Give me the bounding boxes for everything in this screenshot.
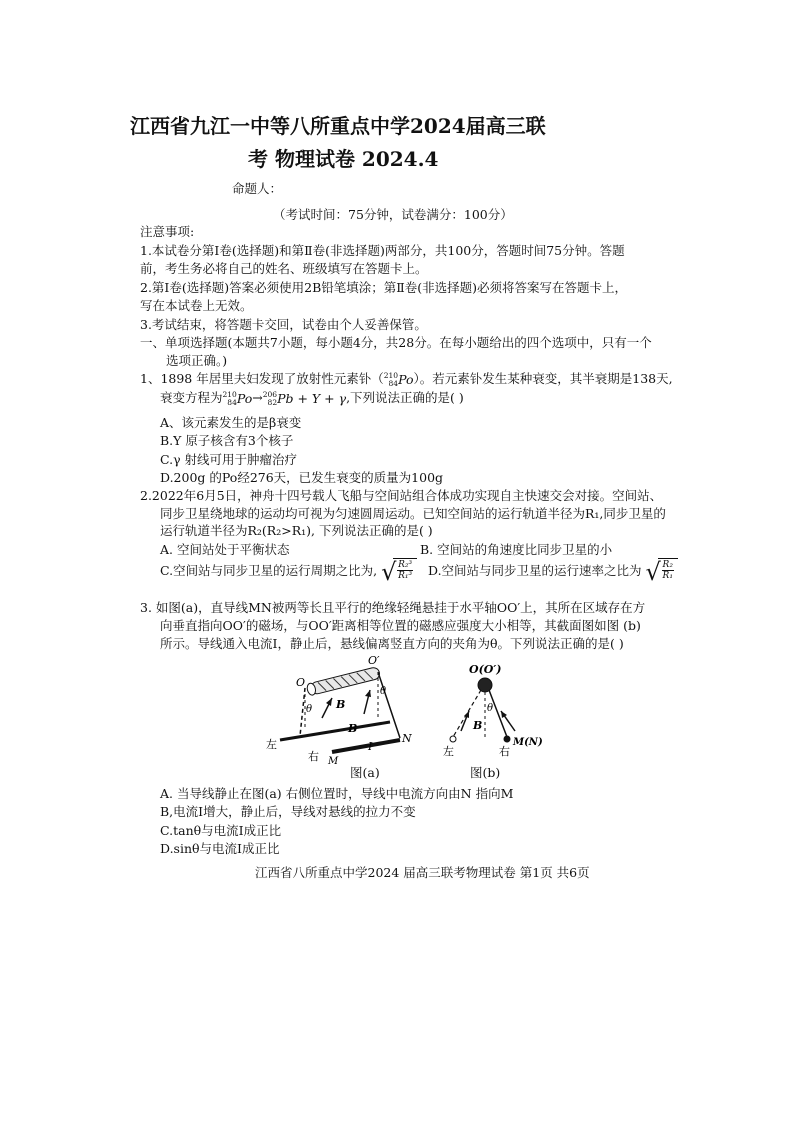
label-o: O <box>296 676 306 689</box>
caption-figure-b: 图(b) <box>470 765 501 780</box>
decay-equation-left <box>223 390 253 408</box>
label-b-upper: B <box>336 698 346 711</box>
q1-text-c: 衰变方程为 <box>160 390 223 405</box>
element-symbol: Po <box>236 390 253 406</box>
denominator: R₁ <box>662 571 673 581</box>
label-right: 右 <box>499 745 510 758</box>
decay-equation-right <box>263 390 346 408</box>
label-i: I <box>368 740 373 753</box>
q3-option-d[interactable]: D.sinθ与电流I成正比 <box>160 841 280 856</box>
arrowhead <box>326 698 332 706</box>
mass-number: 210 <box>222 390 237 400</box>
q2-option-b[interactable]: B. 空间站的角速度比同步卫星的小 <box>420 542 613 557</box>
q3-stem-line: 3. 如图(a)，直导线MN被两等长且平行的绝缘轻绳悬挂于水平轴OO′上，其所在区域存在方 <box>140 600 646 615</box>
axis-cross-section <box>478 678 492 692</box>
label-theta: θ <box>487 703 494 714</box>
label-m: M <box>328 756 339 767</box>
arrow: → <box>252 390 263 405</box>
q3-option-c[interactable]: C.tanθ与电流I成正比 <box>160 823 282 838</box>
note-line: 3.考试结束，将答题卡交回，试卷由个人妥善保管。 <box>140 317 427 332</box>
section-heading-cont: 选项正确。) <box>166 353 228 368</box>
figure-a-diagram <box>260 650 440 770</box>
sqrt-ratio-d <box>645 558 678 586</box>
polonium-symbol <box>384 371 414 389</box>
notes-heading: 注意事项: <box>140 224 195 239</box>
q1-stem-line2 <box>160 389 464 407</box>
exam-title-line2: 考 物理试卷 2024.4 <box>248 147 439 171</box>
element-symbol: Pb + Y + γ <box>277 390 347 406</box>
sqrt-ratio-c <box>381 558 417 586</box>
denominator: R₁³ <box>398 571 413 581</box>
section-heading: 一、单项选择题(本题共7小题，每小题4分，共28分。在每小题给出的四个选项中，只有一个 <box>140 335 652 350</box>
q2-option-d-text: D.空间站与同步卫星的运行速率之比为 <box>428 563 642 578</box>
note-line: 写在本试卷上无效。 <box>140 298 253 313</box>
q1-text-d: ,下列说法正确的是( ) <box>346 390 464 405</box>
q2-option-a[interactable]: A. 空间站处于平衡状态 <box>160 542 290 557</box>
arrowhead <box>501 711 507 718</box>
label-left: 左 <box>443 745 454 758</box>
label-left: 左 <box>266 738 277 751</box>
note-line: 1.本试卷分第Ⅰ卷(选择题)和第Ⅱ卷(非选择题)两部分，共100分，答题时间75分钟。答题 <box>140 243 625 258</box>
wire-position-right <box>504 736 511 743</box>
q2-option-c-text: C.空间站与同步卫星的运行周期之比为, <box>160 563 378 578</box>
atomic-number: 82 <box>267 398 278 408</box>
exam-info: （考试时间：75分钟，试卷满分：100分） <box>273 207 513 222</box>
q1-option-c[interactable]: C.γ 射线可用于肿瘤治疗 <box>160 452 298 467</box>
q1-stem-line1 <box>140 370 673 388</box>
q2-stem-line: 同步卫星绕地球的运动均可视为匀速圆周运动。已知空间站的运行轨道半径为R₁,同步卫星的 <box>160 506 666 521</box>
note-line: 2.第Ⅰ卷(选择题)答案必须使用2B铅笔填涂；第Ⅱ卷(非选择题)必须将答案写在答题卡上， <box>140 280 628 295</box>
q2-option-c[interactable] <box>160 558 417 586</box>
q2-option-d[interactable] <box>428 558 678 586</box>
q2-stem-line: 运行轨道半径为R₂(R₂>R₁), 下列说法正确的是( ) <box>160 523 433 538</box>
atomic-number: 84 <box>388 379 399 389</box>
suspension-string-left <box>300 688 305 736</box>
q1-option-b[interactable]: B.Y 原子核含有3个核子 <box>160 433 294 448</box>
label-b-lower: B <box>348 722 358 735</box>
suspension-string-right <box>378 672 400 738</box>
q3-option-a[interactable]: A. 当导线静止在图(a) 右侧位置时，导线中电流方向由N 指向M <box>160 786 514 801</box>
wire-mn <box>332 740 400 752</box>
page-footer: 江西省八所重点中学2024 届高三联考物理试卷 第1页 共6页 <box>255 865 590 880</box>
q3-stem-line: 所示。导线通入电流I，静止后，悬线偏离竖直方向的夹角为θ。下列说法正确的是( ) <box>160 636 624 651</box>
floor-rod <box>280 722 390 740</box>
element-symbol: Po <box>398 371 414 387</box>
label-theta-left: θ <box>306 704 313 715</box>
q1-option-a[interactable]: A、该元素发生的是β衰变 <box>160 415 302 430</box>
q1-text-b: ）。若元素钋发生某种衰变，其半衰期是138天, <box>413 371 673 386</box>
q1-option-d[interactable]: D.200g 的Po经276天，已发生衰变的质量为100g <box>160 470 444 485</box>
label-oo-prime: O(O′) <box>469 663 502 676</box>
numerator: R₂³ <box>398 560 413 570</box>
atomic-number: 84 <box>227 398 237 408</box>
label-right: 右 <box>308 750 319 763</box>
q3-stem-line: 向垂直指向OO′的磁场，与OO′距离相等位置的磁感应强度大小相等，其截面图如图 (b) <box>160 618 641 633</box>
q1-text-a: 1、1898 年居里夫妇发现了放射性元素钋（ <box>140 371 384 386</box>
sqrt-sign: √ <box>381 558 397 586</box>
mass-number: 206 <box>262 390 278 400</box>
figure-b-diagram <box>435 655 545 760</box>
exam-title-line1: 江西省九江一中等八所重点中学2024届高三联 <box>130 114 546 138</box>
label-b: B <box>473 719 483 732</box>
label-mn: M(N) <box>513 737 543 748</box>
author-label: 命题人： <box>232 181 283 196</box>
label-n: N <box>402 732 412 745</box>
sqrt-sign: √ <box>645 558 661 586</box>
label-o-prime: O′ <box>368 654 380 667</box>
caption-figure-a: 图(a) <box>350 765 380 780</box>
q2-stem-line: 2.2022年6月5日，神舟十四号载人飞船与空间站组合体成功实现自主快速交会对接。空间站、 <box>140 488 663 503</box>
arrowhead <box>365 690 371 697</box>
label-theta-right: θ <box>380 686 387 697</box>
wire-position-left <box>450 736 456 742</box>
mass-number: 210 <box>383 371 399 381</box>
numerator: R₂ <box>662 560 673 570</box>
note-line: 前，考生务必将自己的姓名、班级填写在答题卡上。 <box>140 261 428 276</box>
q3-option-b[interactable]: B,电流I增大，静止后，导线对悬线的拉力不变 <box>160 804 416 819</box>
